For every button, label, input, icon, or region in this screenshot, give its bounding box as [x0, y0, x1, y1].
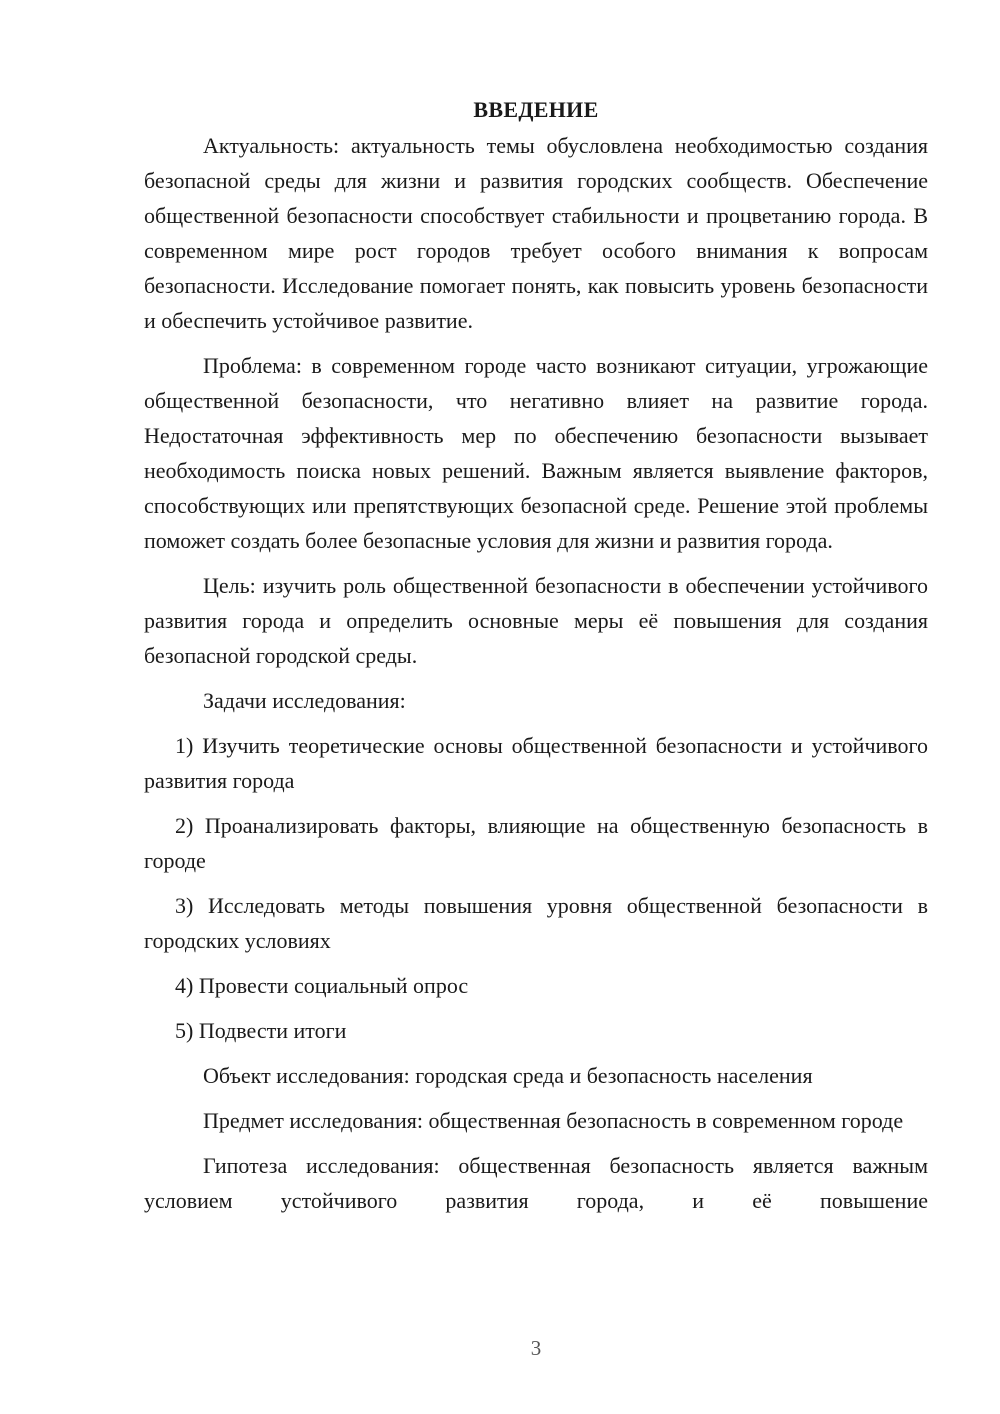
task-item-2: 2) Проанализировать факторы, влияющие на общественную безопасность в городе	[144, 813, 928, 873]
paragraph-subject: Предмет исследования: общественная безопасность в современном городе	[203, 1108, 904, 1133]
task-item-5: 5) Подвести итоги	[175, 1018, 347, 1043]
task-item-4: 4) Провести социальный опрос	[175, 973, 469, 998]
paragraph-object: Объект исследования: городская среда и безопасность населения	[203, 1063, 813, 1088]
paragraph-relevance: Актуальность: актуальность темы обусловлена необходимостью создания безопасной среды для жизни и развития городских сообществ. Обеспечение общественной безопасности способствует стабильности и процветанию города. В современном мире рост городов требует особого внимания к вопросам безопасности. Исследование помогает понять, как повысить уровень безопасности и обеспечить устойчивое развитие.	[144, 133, 928, 333]
page-number: 3	[530, 1336, 542, 1360]
paragraph-problem: Проблема: в современном городе часто возникают ситуации, угрожающие общественной безопасности, что негативно влияет на развитие города. Недостаточная эффективность мер по обеспечению безопасности вызывает необходимость поиска новых решений. Важным является выявление факторов, способствующих или препятствующих безопасной среде. Решение этой проблемы поможет создать более безопасные условия для жизни и развития города.	[144, 353, 928, 553]
tasks-heading: Задачи исследования:	[203, 688, 406, 713]
section-title: ВВЕДЕНИЕ	[473, 97, 599, 122]
page-content	[144, 92, 928, 1218]
task-item-3: 3) Исследовать методы повышения уровня общественной безопасности в городских условиях	[144, 893, 928, 953]
paragraph-goal: Цель: изучить роль общественной безопасности в обеспечении устойчивого развития города и определить основные меры её повышения для создания безопасной городской среды.	[144, 573, 928, 668]
paragraph-hypothesis: Гипотеза исследования: общественная безопасность является важным условием устойчивого развития города, и её повышение	[144, 1153, 928, 1213]
task-item-1: 1) Изучить теоретические основы общественной безопасности и устойчивого развития города	[144, 733, 928, 793]
